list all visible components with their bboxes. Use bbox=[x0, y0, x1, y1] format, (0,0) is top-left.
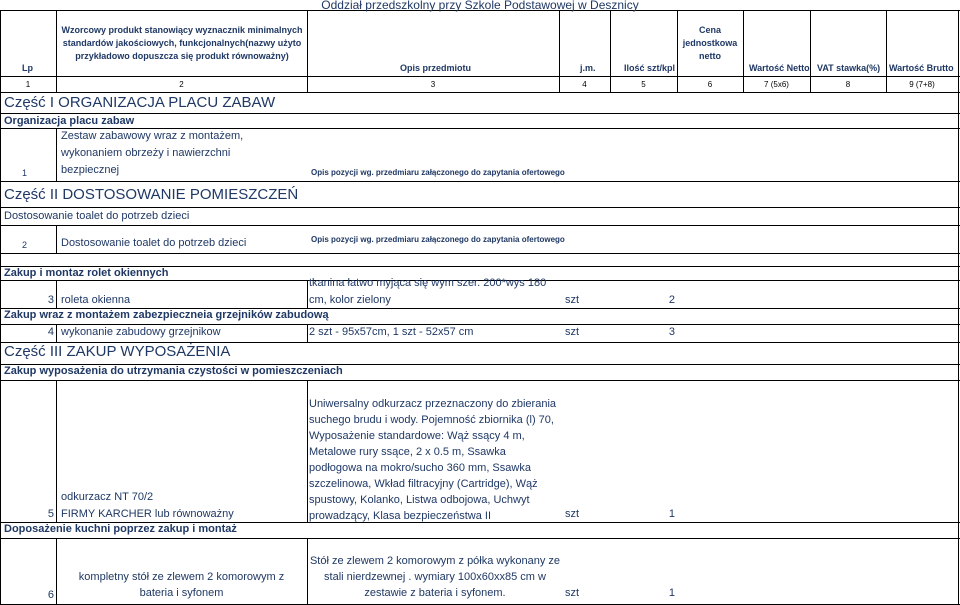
grid-line bbox=[0, 181, 960, 182]
grid-line bbox=[958, 92, 959, 604]
grid-line bbox=[307, 280, 308, 308]
item-name-line: FIRMY KARCHER lub równoważny bbox=[61, 508, 234, 520]
item-name-line: Zestaw zabawowy wraz z montażem, bbox=[61, 130, 244, 142]
row-lp: 2 bbox=[22, 240, 28, 250]
item-subject: Opis pozycji wg. przedmiaru załączonego do zapytania ofertowego bbox=[311, 168, 565, 177]
column-number: 4 bbox=[582, 80, 587, 89]
header-price-line: netto bbox=[699, 51, 721, 61]
item-qty: 1 bbox=[668, 508, 675, 520]
group-title: Zakup wraz z montażem zabezpiecznеia grzejników zabudową bbox=[4, 309, 329, 321]
section-title: Część II DOSTOSOWANIE POMIESZCZEŃ bbox=[4, 186, 299, 203]
column-number: 8 bbox=[845, 80, 851, 89]
grid-line bbox=[56, 128, 57, 181]
grid-line bbox=[0, 253, 960, 254]
column-number: 9 (7+8) bbox=[909, 80, 935, 89]
item-name-line: kompletny stół ze zlewem 2 komorowym z bbox=[78, 571, 285, 583]
row-lp: 6 bbox=[47, 589, 54, 601]
item-description-line: tkanina łatwo myjąca się wym szer. 200*wys 180 bbox=[309, 277, 547, 289]
item-description-line: Stół ze zlewem 2 komorowym z półka wykonany ze bbox=[309, 555, 561, 567]
page-title: Oddział przedszkolny przy Szkole Podstawowej w Desznicy bbox=[321, 0, 639, 12]
item-unit: szt bbox=[565, 294, 580, 306]
item-name-line: bezpiecznej bbox=[61, 164, 120, 176]
grid-line bbox=[56, 380, 57, 522]
grid-line bbox=[958, 10, 959, 92]
item-name-line: wykonaniem obrzeży i nawierzchni bbox=[61, 147, 231, 159]
header-price-line: Cena bbox=[698, 25, 721, 35]
grid-line bbox=[0, 380, 960, 381]
header-lp: Lp bbox=[22, 63, 33, 73]
row-lp: 4 bbox=[47, 326, 54, 338]
section-title: Część I ORGANIZACJA PLACU ZABAW bbox=[4, 94, 276, 111]
header-price bbox=[677, 24, 743, 63]
row-lp: 3 bbox=[47, 294, 54, 306]
column-number: 2 bbox=[179, 80, 184, 89]
item-unit: szt bbox=[565, 508, 580, 520]
grid-line bbox=[56, 225, 57, 253]
grid-line bbox=[0, 92, 1, 604]
header-gross-value: Wartość Brutto bbox=[889, 63, 954, 73]
section-title: Część III ZAKUP WYPOSAŻENIA bbox=[4, 343, 231, 360]
item-qty: 2 bbox=[668, 294, 675, 306]
group-title: Zakup i montaz rolet okiennych bbox=[4, 267, 169, 279]
item-description-line: cm, kolor zielony bbox=[309, 294, 391, 306]
header-description-line: standardów jakościowych, funkcjonalnych(nazwy użyto bbox=[62, 38, 302, 48]
grid-line bbox=[0, 92, 960, 93]
item-description-line: zestawie z bateria i syfonem. bbox=[364, 587, 506, 599]
item-subject: Opis pozycji wg. przedmiaru załączonego do zapytania ofertowego bbox=[311, 235, 565, 244]
header-description-line: przykładowo dopuszcza się produkt równoważny) bbox=[75, 51, 289, 61]
header-qty: Ilość szt/kpl bbox=[624, 63, 676, 73]
header-price-line: jednostkowa bbox=[682, 38, 738, 48]
item-qty: 1 bbox=[668, 587, 675, 599]
item-name: wykonanie zabudowy grzejnikow bbox=[61, 326, 221, 338]
item-name: Dostosowanie toalet do potrzeb dzieci bbox=[61, 237, 247, 249]
item-unit: szt bbox=[565, 587, 580, 599]
column-number: 3 bbox=[430, 80, 436, 89]
header-description bbox=[57, 24, 307, 63]
column-number: 6 bbox=[707, 80, 713, 89]
header-vat: VAT stawka(%) bbox=[817, 63, 881, 73]
subsection-title: Zakup wyposażenia do utrzymania czystości w pomieszczeniach bbox=[4, 365, 343, 377]
item-description: Uniwersalny odkurzacz przeznaczony do zbierania suchego brudu i wody. Pojemność zbiornika (l) 70, Wyposażenie standardowe: Wąż ssący 4 m, Metalowe rury ssące, 2 x 0.5 m, Ssawka podłogowa na mokro/sucho 360 mm, Ssawka szczelinowa, Wkład filtracyjny (Cartridge), Wąż spustowy, Kolanko, Listwa odbojowa, Uchwyt prowadzący, Klasa bezpieczeństwa II bbox=[309, 398, 557, 522]
header-subject: Opis przedmiotu bbox=[400, 63, 472, 73]
item-name-line: bateria i syfonem bbox=[139, 587, 224, 599]
item-unit: szt bbox=[565, 326, 580, 338]
grid-line bbox=[56, 324, 57, 342]
grid-line bbox=[56, 280, 57, 308]
grid-line bbox=[0, 225, 960, 226]
subsection-title: Organizacja placu zabaw bbox=[4, 115, 135, 127]
item-description: 2 szt - 95x57cm, 1 szt - 52x57 cm bbox=[309, 326, 474, 338]
group-title: Doposażenie kuchni poprzez zakup i montaż bbox=[4, 523, 237, 535]
subsection-title: Dostosowanie toalet do potrzeb dzieci bbox=[4, 210, 190, 222]
header-net-value: Wartość Netto bbox=[749, 63, 810, 73]
item-name: roleta okienna bbox=[61, 294, 131, 306]
grid-line bbox=[0, 113, 960, 114]
header-description-line: Wzorcowy produkt stanowiący wyznacznik minimalnych bbox=[61, 25, 303, 35]
grid-line bbox=[307, 380, 308, 522]
item-description-line: stali nierdzewnej . wymiary 100x60xx85 cm w bbox=[324, 571, 546, 583]
grid-line bbox=[0, 128, 960, 129]
column-number: 1 bbox=[25, 80, 31, 89]
item-name-line: odkurzacz NT 70/2 bbox=[61, 491, 154, 503]
grid-line bbox=[307, 324, 308, 342]
row-lp: 1 bbox=[22, 168, 28, 178]
column-number: 7 (5x6) bbox=[764, 80, 789, 89]
grid-line bbox=[0, 207, 960, 208]
header-unit: j.m. bbox=[580, 63, 596, 73]
grid-line bbox=[0, 76, 960, 77]
row-lp: 5 bbox=[47, 508, 54, 520]
grid-line bbox=[0, 324, 960, 325]
column-number: 5 bbox=[641, 80, 646, 89]
item-qty: 3 bbox=[668, 326, 675, 338]
grid-line bbox=[0, 538, 960, 539]
